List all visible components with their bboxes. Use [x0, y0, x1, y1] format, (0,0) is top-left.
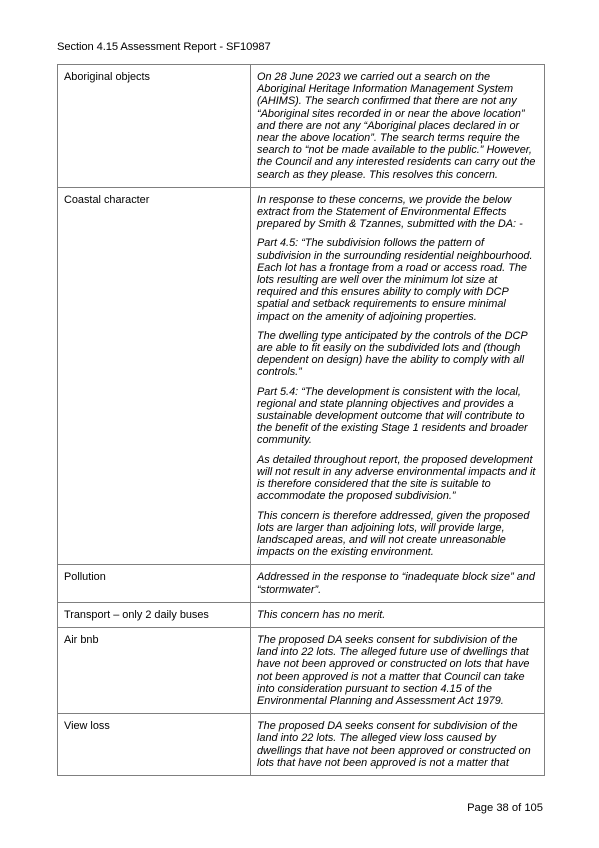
row-label: View loss [58, 714, 251, 776]
response-paragraph: Part 5.4: “The development is consistent with the local, regional and state planning objectives and provides a sustainable development outcome that will contribute to the benefit of the existing Stage 1 residents and broader community. [257, 385, 528, 447]
table-row [58, 187, 545, 564]
response-paragraph: The proposed DA seeks consent for subdivision of the land into 22 lots. The alleged view loss caused by dwellings that have not been approved or constructed on lots that have not been approved is not a matter that [257, 720, 531, 769]
page-header: Section 4.15 Assessment Report - SF10987 [57, 41, 271, 53]
response-paragraph: The dwelling type anticipated by the controls of the DCP are able to fit easily on the subdivided lots and (though dependent on design) have the ability to comply with all controls.” [257, 329, 528, 379]
response-paragraph: In response to these concerns, we provide the below extract from the Statement of Environmental Effects prepared by Smith & Tzannes, submitted with the DA: - [257, 193, 523, 231]
response-paragraph: Part 4.5: “The subdivision follows the pattern of subdivision in the surrounding residential neighbourhood. Each lot has a frontage from a road or access road. The lots resulting are well over the minimum lot size at required and this ensures ability to comply with DCP spatial and setback requirements to ensure minimal impact on the amenity of adjoining properties. [257, 237, 533, 323]
table-row [58, 627, 545, 713]
row-response [251, 714, 545, 776]
response-paragraph: This concern has no merit. [257, 608, 386, 621]
row-response [251, 65, 545, 188]
table-row [58, 565, 545, 602]
row-label: Pollution [58, 565, 251, 602]
page-number: Page 38 of 105 [467, 802, 543, 814]
row-response [251, 565, 545, 602]
response-paragraph: This concern is therefore addressed, given the proposed lots are larger than adjoining lots, will provide large, landscaped areas, and will not create unreasonable impacts on the existing environment. [257, 509, 530, 559]
table-row [58, 65, 545, 188]
row-response [251, 627, 545, 713]
assessment-table [57, 64, 545, 776]
response-paragraph: On 28 June 2023 we carried out a search on the Aboriginal Heritage Information Management System (AHIMS). The search confirmed that there are not any “Aboriginal sites recorded in or near the above location” and there are not any “Aboriginal places declared in or near the above location”. The search terms require the search to “not be made available to the public.” However, the Council and any interested residents can carry out the search as they please. This resolves this concern. [257, 71, 536, 181]
row-label: Transport – only 2 daily buses [58, 602, 251, 627]
row-response [251, 602, 545, 627]
row-label: Coastal character [58, 187, 251, 564]
table-row [58, 714, 545, 776]
row-response [251, 187, 545, 564]
response-paragraph: The proposed DA seeks consent for subdivision of the land into 22 lots. The alleged future use of dwellings that have not been approved or constructed on lots that have not been approved is not a matter that Council can take into consideration pursuant to section 4.15 of the Environmental Planning and Assessment Act 1979. [257, 633, 530, 707]
row-label: Aboriginal objects [58, 65, 251, 188]
table-row [58, 602, 545, 627]
response-paragraph: Addressed in the response to “inadequate block size” and “stormwater”. [257, 571, 535, 596]
row-label: Air bnb [58, 627, 251, 713]
response-paragraph: As detailed throughout report, the proposed development will not result in any adverse environmental impacts and it is therefore considered that the site is suitable to accommodate the proposed subdivision.” [257, 453, 536, 503]
